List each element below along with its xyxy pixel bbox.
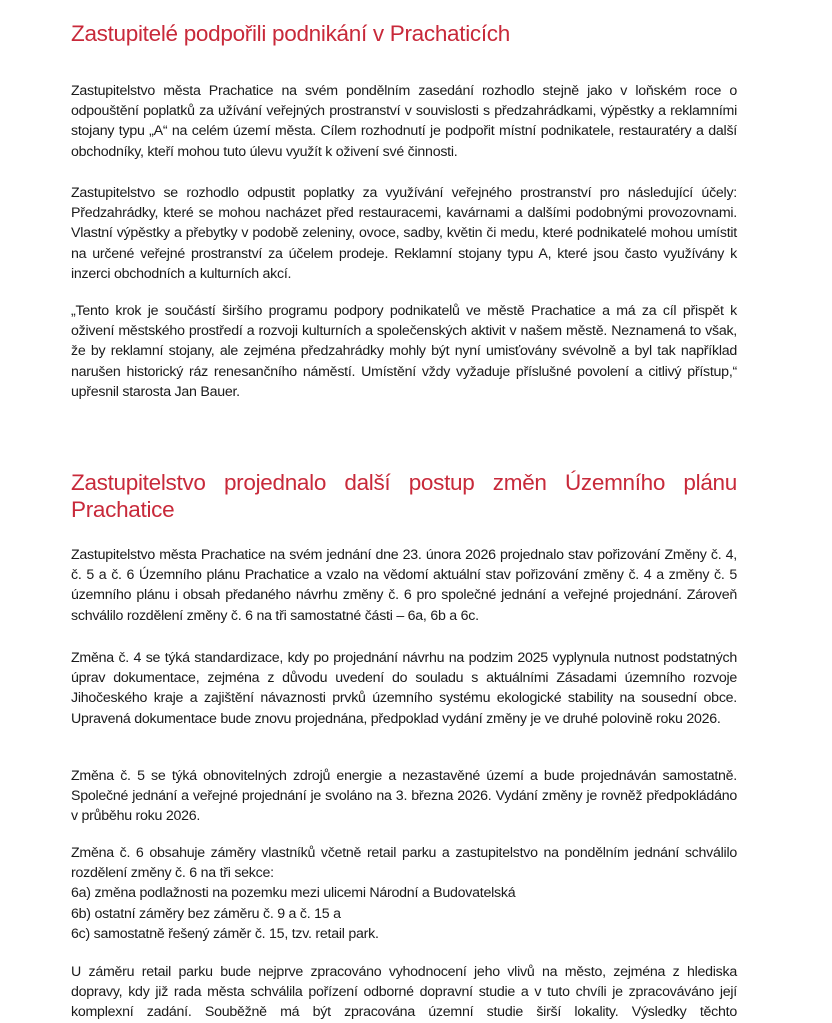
paragraph-4-intro: Změna č. 6 obsahuje záměry vlastníků včetně retail parku a zastupitelstvo na pondělním jednání schválilo rozdělení změny č. 6 na tři sekce: [71, 845, 737, 882]
article-1-title: Zastupitelé podpořili podnikání v Prachaticích [71, 21, 510, 46]
article-2-paragraph-1: Zastupitelstvo města Prachatice na svém jednání dne 23. února 2026 projednalo stav pořizování Změny č. 4, č. 5 a č. 6 Územního plánu Prachatice a vzalo na vědomí aktuální stav pořizování změny č. 4 a změny č. 5 územního plánu i obsah předaného návrhu změny č. 6 pro společné jednání a veřejné projednání. Zároveň schválilo rozdělení změny č. 6 na tři samostatné části – 6a, 6b a 6c. [71, 547, 737, 624]
article-2-paragraph-4 [71, 843, 737, 944]
section-item-6b: 6b) ostatní záměry bez záměru č. 9 a č. 15 a [71, 905, 341, 922]
article-2-paragraph-5: U záměru retail parku bude nejprve zpracováno vyhodnocení jeho vlivů na město, zejména z hlediska dopravy, kdy již rada města schválila pořízení odborné dopravní studie a v tuto chvíli je zpracováváno její komplexní zadání. Souběžně má být zpracována územní studie širší lokality. Výsledky těchto [71, 964, 737, 1021]
section-item-6a: 6a) změna podlažnosti na pozemku mezi ulicemi Národní a Budovatelská [71, 885, 516, 902]
article-1-paragraph-3: „Tento krok je součástí širšího programu podpory podnikatelů ve městě Prachatice a má za cíl přispět k oživení městského prostředí a rozvoji kulturních a společenských aktivit v našem městě. Neznamená to však, že by reklamní stojany, ale zejména předzahrádky mohly být nyní umisťovány svévolně a byl tak například narušen historický ráz renesančního náměstí. Umístění vždy vyžaduje příslušné povolení a citlivý přístup,“ upřesnil starosta Jan Bauer. [71, 303, 737, 400]
article-1-paragraph-1: Zastupitelstvo města Prachatice na svém pondělním zasedání rozhodlo stejně jako v loňském roce o odpouštění poplatků za užívání veřejných prostranství v souvislosti s předzahrádkami, výpěstky a reklamními stojany typu „A“ na celém území města. Cílem rozhodnutí je podpořit místní podnikatele, restauratéry a další obchodníky, kteří mohou tuto úlevu využít k oživení své činnosti. [71, 83, 737, 160]
article-1-paragraph-2: Zastupitelstvo se rozhodlo odpustit poplatky za využívání veřejného prostranství pro následující účely: Předzahrádky, které se mohou nacházet před restauracemi, kavárnami a dalšími podobnými provozovnami. Vlastní výpěstky a přebytky v podobě zeleniny, ovoce, sadby, květin či medu, které podnikatelé mohou umístit na určené veřejné prostranství za účelem prodeje. Reklamní stojany typu A, které jsou často využívány k inzerci obchodních a kulturních akcí. [71, 185, 737, 282]
article-2-paragraph-3: Změna č. 5 se týká obnovitelných zdrojů energie a nezastavěné území a bude projednáván samostatně. Společné jednání a veřejné projednání je svoláno na 3. března 2026. Vydání změny je rovněž předpokládáno v průběhu roku 2026. [71, 768, 737, 825]
article-2-title: Zastupitelstvo projednalo další postup změn Územního plánu Prachatice [71, 470, 737, 522]
section-item-6c: 6c) samostatně řešený záměr č. 15, tzv. retail park. [71, 925, 379, 942]
article-2-paragraph-2: Změna č. 4 se týká standardizace, kdy po projednání návrhu na podzim 2025 vyplynula nutnost podstatných úprav dokumentace, zejména z důvodu uvedení do souladu s aktuálními Zásadami územního rozvoje Jihočeského kraje a zajištění návaznosti prvků územního systému ekologické stability na sousední obce. Upravená dokumentace bude znovu projednána, předpoklad vydání změny je ve druhé polovině roku 2026. [71, 650, 737, 727]
